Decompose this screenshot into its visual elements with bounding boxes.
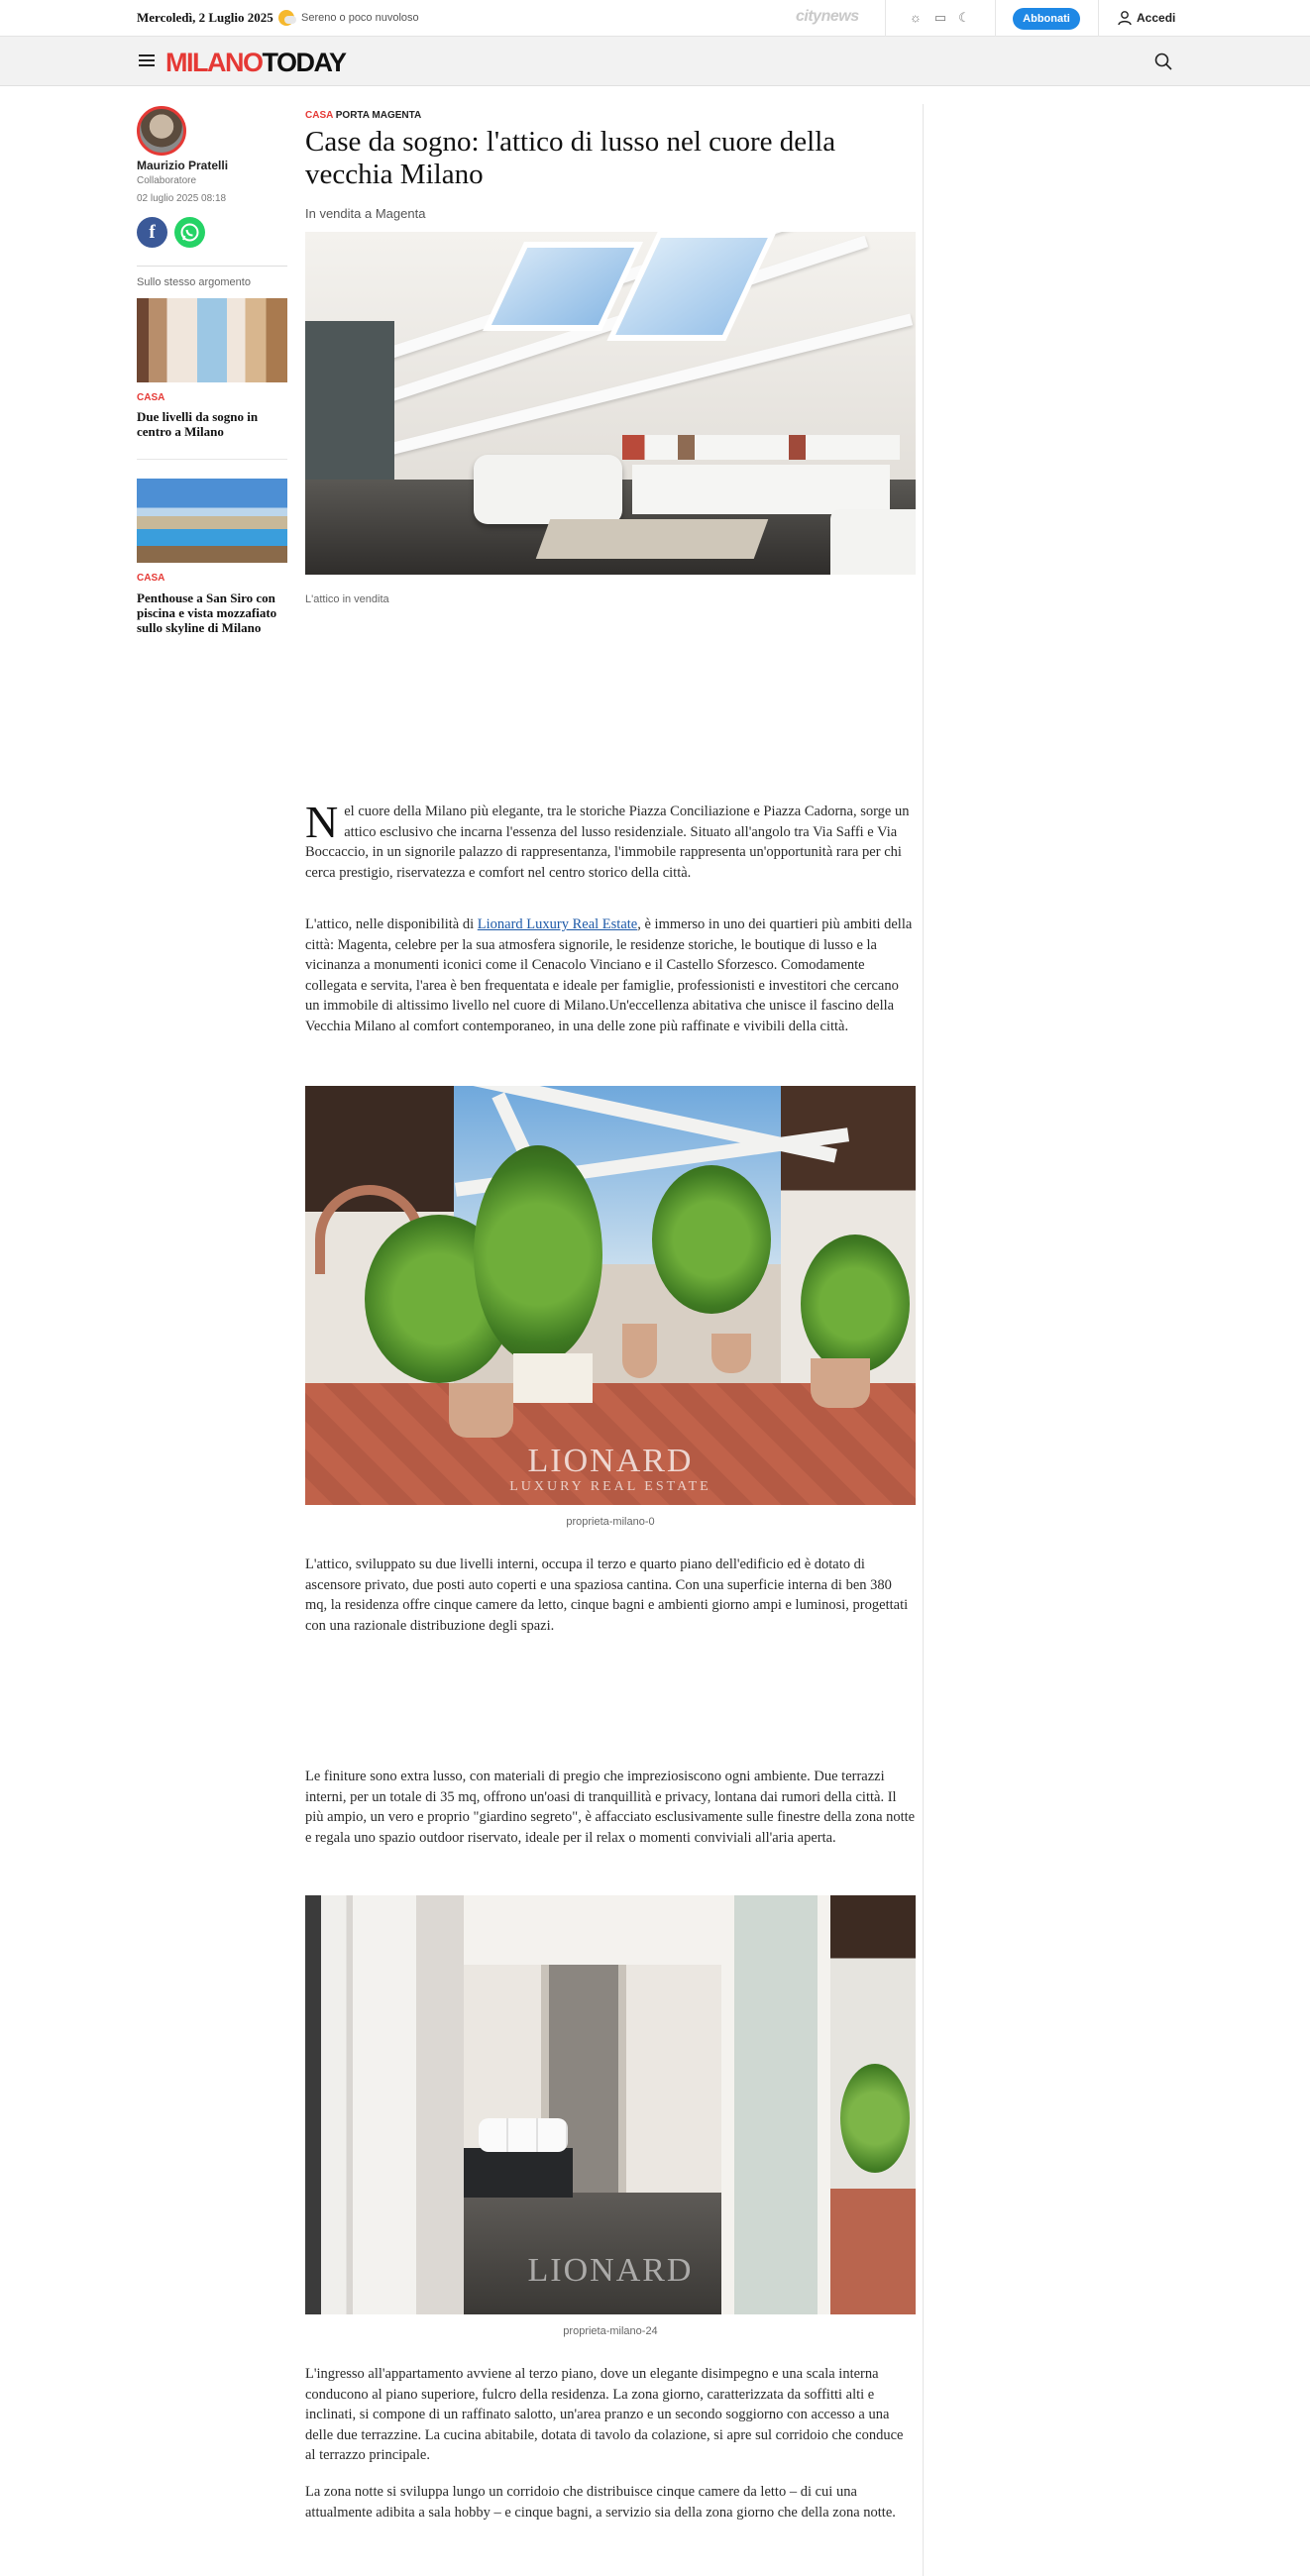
article-location[interactable]: PORTA MAGENTA <box>335 110 422 121</box>
author-role: Collaboratore <box>137 175 197 186</box>
hamburger-menu-icon[interactable] <box>139 54 155 66</box>
article-kicker <box>305 110 421 121</box>
terrace-image[interactable] <box>305 1086 916 1505</box>
brand-bar <box>0 37 1310 86</box>
login-link[interactable]: Accedi <box>1137 11 1176 25</box>
image-caption: L'attico in vendita <box>305 593 389 605</box>
current-date: Mercoledì, 2 Luglio 2025 <box>137 10 273 25</box>
article-paragraph: L'ingresso all'appartamento avviene al terzo piano, dove un elegante disimpegno e una scala interna conducono al piano superiore, fulcro della residenza. La zona giorno, caratterizzata da soffitti alti e inclinati, si compone di un raffinato salotto, un'area pranzo e un secondo soggiorno con accesso a una delle due terrazzine. La cucina abitabile, dotata di tavolo da colazione, si apre sul corridoio che conduce al terrazzo principale. <box>305 2366 904 2464</box>
related-article-category[interactable]: CASA <box>137 392 165 403</box>
lionard-link[interactable]: Lionard Luxury Real Estate <box>477 916 638 932</box>
article-subtitle: In vendita a Magenta <box>305 206 426 221</box>
publish-date: 02 luglio 2025 08:18 <box>137 193 227 204</box>
divider <box>885 0 886 37</box>
logo-part-today: TODAY <box>262 48 346 77</box>
article-paragraph: La zona notte si sviluppa lungo un corridoio che distribuisce cinque camere da letto – di cui una attualmente adibita a sala hobby – e cinque bagni, a servizio sia della zona giorno che della zona notte. <box>305 2484 896 2521</box>
related-article-title[interactable]: Due livelli da sogno in centro a Milano <box>137 409 259 439</box>
corridor-image[interactable] <box>305 1895 916 2314</box>
user-icon[interactable] <box>1117 10 1133 26</box>
drop-cap: N <box>305 797 339 847</box>
main-article-image[interactable] <box>305 232 916 575</box>
article-paragraph: Le finiture sono extra lusso, con materiali di pregio che impreziosiscono ogni ambiente. Due terrazzi interni, per un totale di 35 mq, offrono un'oasi di tranquillità e privacy, lontana dai rumori della città. Il più ampio, un vero e proprio "giardino segreto", è affacciato esclusivamente sulle finestre della zona notte e regala uno spazio outdoor riservato, ideale per il relax o momenti conviviali all'aria aperta. <box>305 1769 916 1846</box>
search-icon[interactable] <box>1154 53 1172 70</box>
related-article-image[interactable] <box>137 298 287 382</box>
same-topic-heading: Sullo stesso argomento <box>137 276 251 288</box>
paragraph-text: , è immerso in uno dei quartieri più ambiti della città: Magenta, celebre per la sua atmosfera signorile, le residenze storiche, le boutique di lusso e la vicinanza a monumenti iconici come il Cenacolo Vinciano e il Castello Sforzesco. Comodamente collegata e servita, l'area è ben frequentata e ideale per famiglie, professionisti e investitori che cercano un immobile di altissimo livello nel cuore di Milano.Un'eccellenza abitativa che unisce il fascino della Vecchia Milano al comfort contemporaneo, in una delle zone più raffinate e vivibili della città. <box>305 916 913 1034</box>
article-title: Case da sogno: l'attico di lusso nel cuore della vecchia Milano <box>305 126 836 190</box>
divider <box>137 266 287 267</box>
paragraph-text: L'attico, nelle disponibilità di <box>305 916 478 932</box>
column-divider <box>923 104 924 2576</box>
divider <box>137 459 287 460</box>
author-avatar[interactable] <box>137 106 186 156</box>
related-article-title[interactable]: Penthouse a San Siro con piscina e vista mozzafiato sullo skyline di Milano <box>137 590 277 635</box>
divider <box>995 0 996 37</box>
whatsapp-share-icon[interactable] <box>174 217 205 248</box>
article-category[interactable]: CASA <box>305 110 333 121</box>
weather-icon <box>278 10 294 26</box>
light-theme-icon[interactable]: ☼ <box>910 10 922 25</box>
watermark-text: LIONARD <box>527 1443 694 1479</box>
image-caption: proprieta-milano-24 <box>563 2325 658 2337</box>
article-paragraph <box>305 914 916 1037</box>
article-paragraph <box>305 797 916 883</box>
dark-theme-icon[interactable]: ☾ <box>958 10 970 25</box>
watermark-subtext: LUXURY REAL ESTATE <box>509 1479 711 1494</box>
paragraph-text: el cuore della Milano più elegante, tra le storiche Piazza Conciliazione e Piazza Cadorna, sorge un attico esclusivo che incarna l'essenza del lusso residenziale. Situato all'angolo tra Via Saffi e Via Boccaccio, in un signorile palazzo di rappresentanza, l'immobile rappresenta un'opportunità rara per chi cerca prestigio, riservatezza e comfort nel centro storico della città. <box>305 804 910 881</box>
top-bar <box>0 0 1310 37</box>
site-logo[interactable] <box>165 48 346 78</box>
system-theme-icon[interactable]: ▭ <box>933 10 947 25</box>
logo-part-milano: MILANO <box>165 48 263 77</box>
related-article-category[interactable]: CASA <box>137 573 165 584</box>
weather-text: Sereno o poco nuvoloso <box>301 12 419 24</box>
whatsapp-icon <box>174 217 205 248</box>
author-name[interactable]: Maurizio Pratelli <box>137 159 229 172</box>
facebook-share-icon[interactable]: f <box>137 217 167 248</box>
citynews-logo[interactable]: citynews <box>796 8 859 25</box>
divider <box>1098 0 1099 37</box>
image-caption: proprieta-milano-0 <box>566 1516 655 1528</box>
related-article-image[interactable] <box>137 479 287 563</box>
subscribe-button[interactable]: Abbonati <box>1013 8 1080 30</box>
watermark-text: LIONARD <box>527 2252 694 2289</box>
article-paragraph: L'attico, sviluppato su due livelli interni, occupa il terzo e quarto piano dell'edificio ed è dotato di ascensore privato, due posti auto coperti e una spaziosa cantina. Con una superficie interna di ben 380 mq, la residenza offre cinque camere da letto, cinque bagni e ambienti giorno ampi e luminosi, progettati con una razionale distribuzione degli spazi. <box>305 1556 909 1634</box>
